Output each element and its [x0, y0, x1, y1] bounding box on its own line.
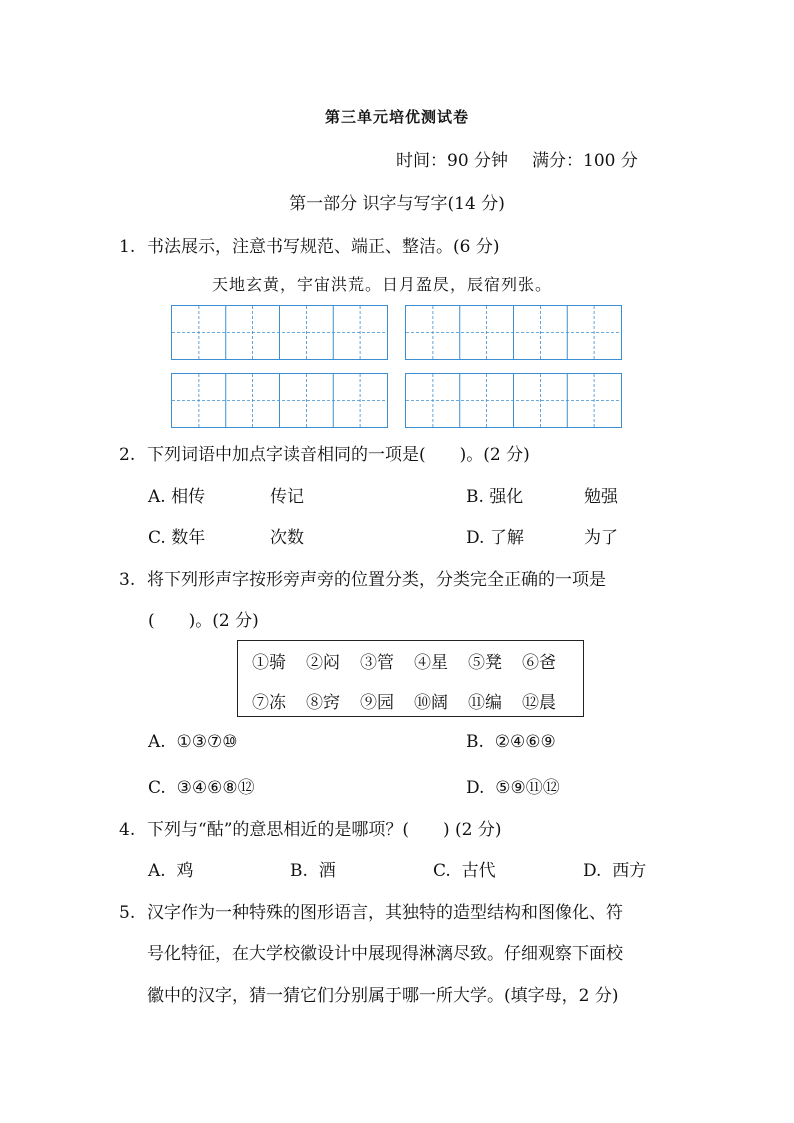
option-b-word2: 勉强	[584, 487, 618, 507]
option-c[interactable]	[433, 856, 496, 881]
option-value: 鸡	[176, 861, 194, 881]
character-item: ⑥爸	[522, 653, 556, 673]
character-item: ②闷	[306, 653, 340, 673]
writing-grid[interactable]	[405, 305, 622, 360]
question-5-line-3: 徽中的汉字，猜一猜它们分别属于哪一所大学。(填字母，2 分)	[147, 986, 619, 1006]
question-5-line-2: 号化特征，在大学校徽设计中展现得淋漓尽致。仔细观察下面校	[147, 944, 623, 964]
grid-lines	[406, 306, 621, 359]
question-number: 2.	[119, 445, 136, 465]
option-a[interactable]	[148, 732, 237, 752]
option-b[interactable]	[466, 732, 556, 752]
option-value: ⑤⑨⑪⑫	[495, 778, 560, 798]
character-item: ⑨园	[360, 693, 394, 713]
character-item: ⑩阔	[414, 693, 448, 713]
section-heading: 第一部分 识字与写字(14 分)	[289, 194, 505, 214]
question-1	[119, 232, 499, 257]
page-title: 第三单元培优测试卷	[324, 108, 469, 126]
option-a[interactable]	[148, 856, 194, 881]
question-5	[119, 898, 623, 923]
question-text: 下列与“酤”的意思相近的是哪项？( ) (2 分)	[147, 820, 502, 840]
question-text: 下列词语中加点字读音相同的一项是( )。(2 分)	[147, 445, 530, 465]
character-item: ④星	[414, 653, 448, 673]
writing-grid[interactable]	[171, 305, 388, 360]
character-item: ⑧窍	[306, 693, 340, 713]
calligraphy-poem: 天地玄黄，宇宙洪荒。日月盈昃，辰宿列张。	[212, 275, 553, 294]
question-3-continuation: ( )。(2 分)	[148, 611, 259, 631]
character-item: ③管	[360, 653, 394, 673]
option-label: C.	[148, 528, 166, 548]
option-a-word2: 传记	[270, 487, 304, 507]
question-number: 4.	[119, 820, 136, 840]
option-label: A.	[148, 732, 166, 752]
question-number: 1.	[119, 237, 136, 257]
option-value: 古代	[461, 861, 496, 881]
option-d[interactable]	[466, 773, 560, 798]
option-label: B.	[466, 732, 484, 752]
option-d[interactable]	[583, 856, 646, 881]
option-value: ①③⑦⑩	[176, 732, 238, 752]
character-item: ①骑	[252, 653, 286, 673]
writing-grid[interactable]	[405, 373, 622, 428]
character-item: ⑤凳	[468, 653, 502, 673]
option-label: D.	[466, 528, 485, 548]
question-number: 3.	[119, 570, 136, 590]
character-item: ⑪编	[468, 693, 502, 713]
option-word: 数年	[171, 528, 206, 548]
question-number: 5.	[119, 903, 136, 923]
character-row-2	[252, 688, 576, 713]
option-d-word2: 为了	[584, 528, 618, 548]
character-item: ⑦冻	[252, 693, 286, 713]
question-text: 将下列形声字按形旁声旁的位置分类，分类完全正确的一项是	[147, 570, 606, 590]
option-label: B.	[466, 487, 484, 507]
option-c[interactable]	[148, 523, 205, 548]
option-label: C.	[433, 861, 451, 881]
option-b[interactable]	[290, 856, 336, 881]
grid-lines	[406, 374, 621, 427]
question-text: 书法展示，注意书写规范、端正、整洁。(6 分)	[147, 237, 500, 257]
option-c-word2: 次数	[270, 528, 304, 548]
character-box	[237, 640, 584, 717]
option-label: D.	[466, 778, 485, 798]
option-value: 酒	[318, 861, 336, 881]
option-c[interactable]	[148, 773, 255, 798]
full-score: 满分：100 分	[532, 151, 638, 171]
option-label: B.	[290, 861, 308, 881]
option-b[interactable]	[466, 482, 523, 507]
question-3	[119, 565, 606, 590]
option-word: 强化	[489, 487, 524, 507]
option-label: A.	[148, 861, 166, 881]
option-value: ③④⑥⑧⑫	[176, 778, 255, 798]
character-row-1	[252, 648, 576, 673]
option-d[interactable]	[466, 523, 524, 548]
grid-lines	[172, 306, 387, 359]
time-limit: 时间：90 分钟	[396, 151, 509, 171]
question-4	[119, 815, 502, 840]
option-label: C.	[148, 778, 166, 798]
option-label: A.	[148, 487, 166, 507]
grid-lines	[172, 374, 387, 427]
exam-meta	[396, 146, 638, 171]
option-a[interactable]	[148, 482, 205, 507]
option-label: D.	[583, 861, 602, 881]
question-text: 汉字作为一种特殊的图形语言，其独特的造型结构和图像化、符	[147, 903, 623, 923]
question-2	[119, 440, 530, 465]
option-word: 了解	[489, 528, 524, 548]
option-word: 相传	[171, 487, 206, 507]
option-value: ②④⑥⑨	[494, 732, 556, 752]
option-value: 西方	[612, 861, 647, 881]
writing-grid[interactable]	[171, 373, 388, 428]
character-item: ⑫晨	[522, 693, 556, 713]
